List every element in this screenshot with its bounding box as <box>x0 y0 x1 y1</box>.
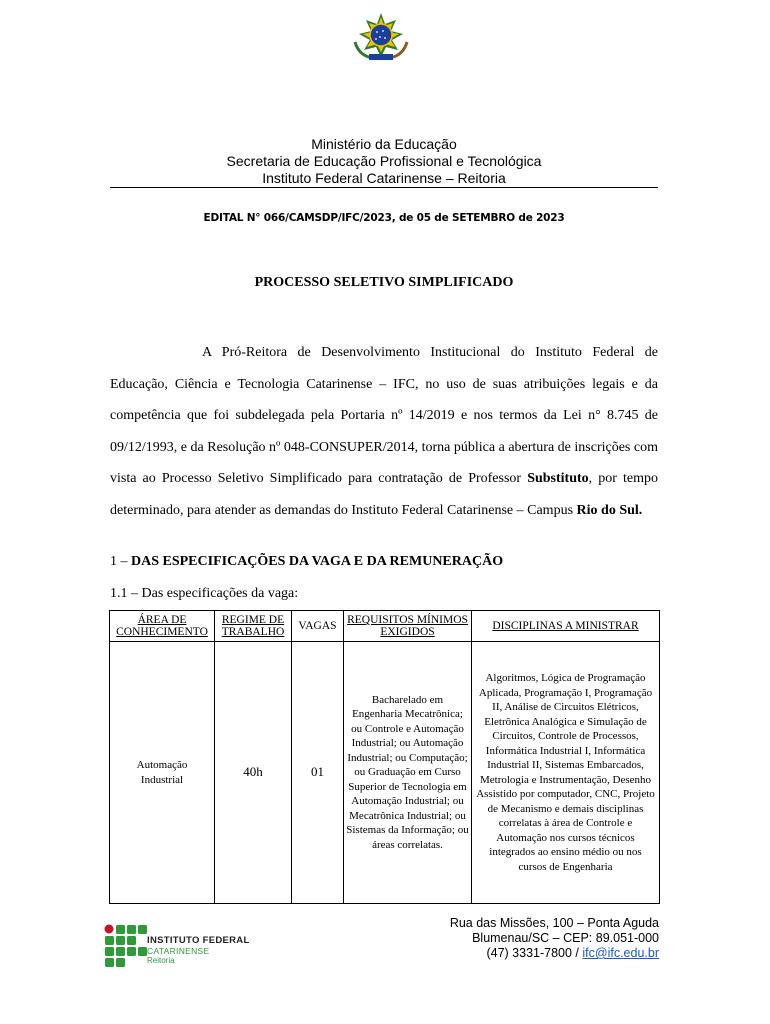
header-line-secretariat: Secretaria de Educação Profissional e Tecnológica <box>226 153 542 169</box>
header-line-institute: Instituto Federal Catarinense – Reitoria <box>262 170 506 186</box>
ifc-logo-line3: Reitoria <box>147 956 175 965</box>
header-area: ÁREA DE CONHECIMENTO <box>110 611 215 642</box>
intro-paragraph <box>110 337 658 526</box>
header-regime: REGIME DE TRABALHO <box>215 611 292 642</box>
footer-address <box>380 916 659 961</box>
header-line-ministry: Ministério da Educação <box>311 136 457 152</box>
document-title: PROCESSO SELETIVO SIMPLIFICADO <box>254 275 514 290</box>
header-requisitos: REQUISITOS MÍNIMOS EXIGIDOS <box>344 611 472 642</box>
subsection-heading: 1.1 – Das especificações da vaga: <box>110 586 299 601</box>
footer-city: Blumenau/SC – CEP: 89.051-000 <box>472 931 659 945</box>
cell-disciplinas: Algoritmos, Lógica de Programação Aplicada, Programação I, Programação II, Análise de Circuitos Elétricos, Eletrônica Analógica e Simulação de Circuitos, Controle de Processos, Informática Industrial I, Informática Industrial II, Sistemas Embarcados, Metrologia e Instrumentação, Desenho Assistido por computador, CNC, Projeto de Mecanismo e demais disciplinas correlatas à área de Controle e Automação nos cursos técnicos integrados ao ensino médio ou nos cursos de Engenharia <box>472 642 660 904</box>
footer-contact <box>380 946 659 961</box>
intro-text-part1: A Pró-Reitora de Desenvolvimento Institucional do Instituto Federal de Educação, Ciência e Tecnologia Catarinense – IFC, no uso de suas atribuições legais e da competência que foi subdelegada pela Portaria nº 14/2019 e nos termos da Lei n° 8.745 de 09/12/1993, e da Resolução nº 048-CONSUPER/2014, torna pública a abertura de inscrições com vista ao Processo Seletivo Simplificado para contratação de Professor <box>110 345 658 486</box>
cell-requisitos: Bacharelado em Engenharia Mecatrônica; ou Controle e Automação Industrial; ou Automação Industrial; ou Computação; ou Graduação em Curso Superior de Tecnologia em Automação Industrial; ou Mecatrônica Industrial; ou Sistemas da Informação; ou áreas correlatas. <box>344 642 472 904</box>
section-number: 1 – <box>110 554 131 569</box>
table-row <box>110 642 660 904</box>
ifc-logo-text <box>147 936 250 966</box>
intro-bold-campus: Rio do Sul. <box>576 502 643 518</box>
footer-phone: (47) 3331-7800 / <box>486 946 583 960</box>
ifc-logo-line1: INSTITUTO FEDERAL <box>147 935 250 946</box>
header-divider <box>110 187 658 188</box>
cell-vagas: 01 <box>292 642 344 904</box>
cell-area: Automação Industrial <box>110 642 215 904</box>
cell-regime: 40h <box>215 642 292 904</box>
vacancy-table <box>109 610 660 904</box>
table-header-row <box>110 611 660 642</box>
header-disciplinas: DISCIPLINAS A MINISTRAR <box>472 611 660 642</box>
intro-text-part2: , por tempo determinado, para atender as demandas do Instituto Federal Catarinense – Campus <box>110 471 658 518</box>
intro-bold-substituto: Substituto <box>527 471 589 486</box>
section-heading <box>110 554 658 570</box>
ifc-logo-line2: CATARINENSE <box>147 946 210 956</box>
footer-email-link[interactable]: ifc@ifc.edu.br <box>582 946 659 960</box>
section-title: DAS ESPECIFICAÇÕES DA VAGA E DA REMUNERAÇÃO <box>131 554 504 569</box>
footer-street: Rua das Missões, 100 – Ponta Aguda <box>449 916 659 930</box>
ministry-header <box>110 136 658 187</box>
header-vagas: VAGAS <box>292 611 344 642</box>
brazil-coat-of-arms-icon <box>349 12 413 64</box>
edital-number: EDITAL N° 066/CAMSDP/IFC/2023, de 05 de SETEMBRO de 2023 <box>203 212 565 224</box>
